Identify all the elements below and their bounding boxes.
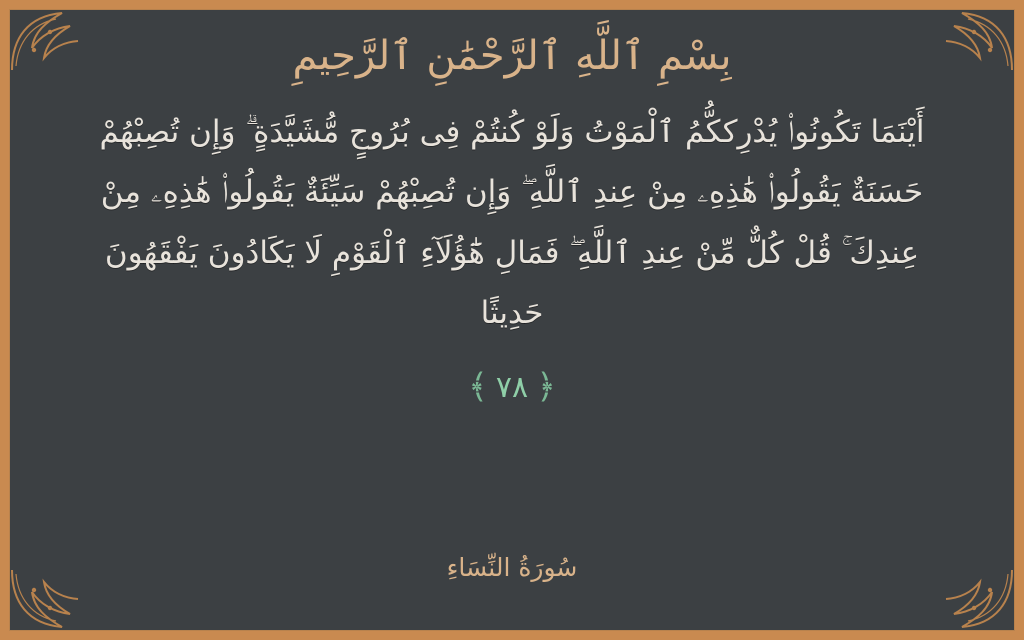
ayah-body (72, 102, 952, 344)
ayah-card (9, 9, 1015, 631)
ayah-number-ornament-left-icon: ﴾ (467, 367, 488, 408)
surah-name-label: سُورَةُ النِّسَاءِ (446, 553, 578, 582)
corner-ornament-top-right-icon (928, 10, 1014, 72)
ayah-number-value: ٧٨ (495, 369, 529, 405)
corner-ornament-top-left-icon (10, 10, 96, 72)
ayah-number-ornament-right-icon: ﴿ (536, 367, 557, 408)
basmala-text: بِسْمِ ٱللَّهِ ٱلرَّحْمَٰنِ ٱلرَّحِيمِ (292, 33, 732, 79)
ayah-number-badge (467, 367, 557, 408)
ayah-arabic-text: أَيْنَمَا تَكُونُوا۟ يُدْرِككُّمُ ٱلْمَوْتُ وَلَوْ كُنتُمْ فِى بُرُوجٍ مُّشَيَّدَةٍ ۗ وَإِن تُصِبْهُمْ حَسَنَةٌ يَقُولُوا۟ هَٰذِهِۦ مِنْ عِندِ ٱللَّهِ ۖ وَإِن تُصِبْهُمْ سَيِّئَةٌ يَقُولُوا۟ هَٰذِهِۦ مِنْ عِندِكَ ۚ قُلْ كُلٌّ مِّنْ عِندِ ٱللَّهِ ۖ فَمَالِ هَٰٓؤُلَآءِ ٱلْقَوْمِ لَا يَكَادُونَ يَفْقَهُونَ حَدِيثًا (99, 114, 925, 332)
